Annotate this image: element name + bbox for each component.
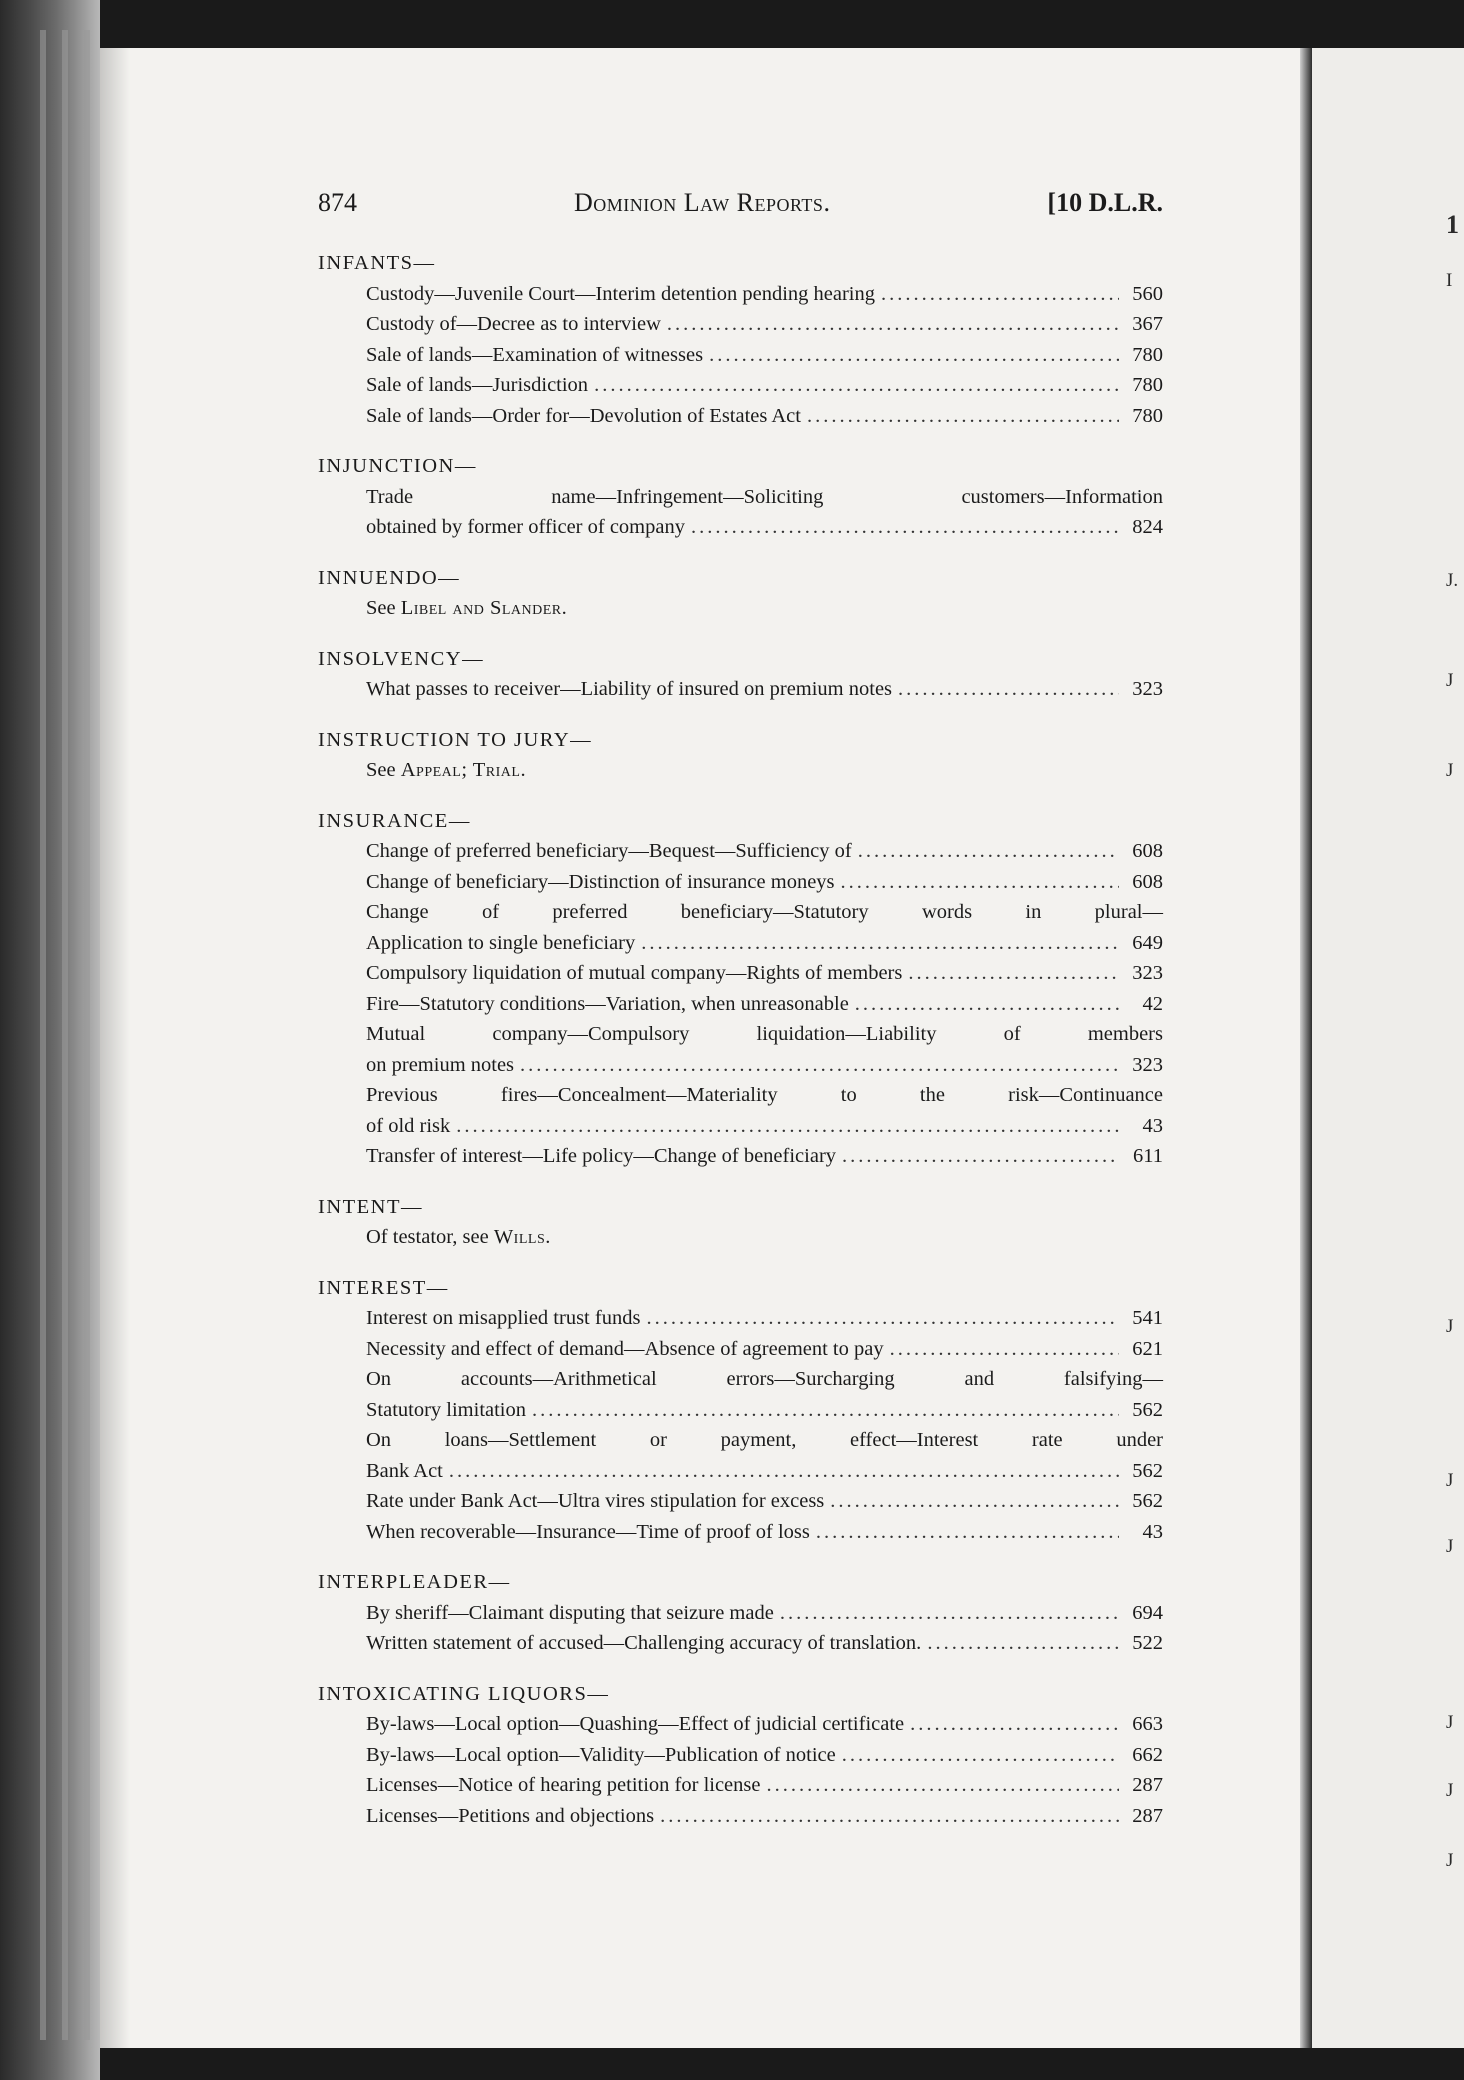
cross-reference (318, 593, 1163, 624)
cross-reference (318, 1222, 1163, 1253)
entry-text: Written statement of accused—Challenging accuracy of translation. (366, 1632, 922, 1654)
book-binding (0, 0, 100, 2080)
entry-page-number: 694 (1132, 1601, 1163, 1624)
entry-page-number: 42 (1142, 992, 1163, 1015)
entry-page-number: 43 (1142, 1520, 1163, 1543)
index-entry (318, 1740, 1163, 1771)
index-entry (318, 867, 1163, 898)
index-section (318, 1273, 1163, 1548)
dot-leader (641, 928, 1119, 959)
entry-page-number: 824 (1132, 516, 1163, 538)
entry-first-line: Trade name—Infringement—Soliciting customers—Information (366, 485, 1163, 508)
section-heading: INSURANCE— (318, 809, 471, 832)
facing-page-fragment: J (1446, 1780, 1454, 1801)
facing-page-fragment: I (1446, 270, 1453, 291)
index-entry (318, 1486, 1163, 1517)
entry-text: on premium notes (366, 1053, 515, 1076)
see-prefix: See (366, 759, 401, 781)
dot-leader (520, 1050, 1119, 1081)
index-entry (318, 958, 1163, 989)
entry-text: Custody—Juvenile Court—Interim detention pending hearing (366, 282, 875, 305)
page-shadow (100, 48, 130, 2048)
section-heading: INFANTS— (318, 252, 436, 274)
facing-page-fragment: J (1446, 670, 1454, 691)
entry-page-number: 611 (1133, 1145, 1163, 1167)
index-entry (318, 836, 1163, 867)
facing-page-fragment: J (1446, 1316, 1454, 1337)
entry-page-number: 562 (1132, 1398, 1163, 1421)
entry-page-number: 608 (1132, 840, 1163, 862)
entry-text: By sheriff—Claimant disputing that seizure made (366, 1601, 774, 1624)
entry-first-line: Change of preferred beneficiary—Statutory words in plural— (366, 901, 1163, 923)
index-entry (318, 401, 1163, 432)
index-entry (318, 279, 1163, 310)
dot-leader (667, 309, 1119, 340)
running-head (318, 188, 1163, 228)
index-page-content (318, 188, 1163, 1851)
dot-leader (532, 1395, 1119, 1426)
entry-page-number: 621 (1132, 1337, 1163, 1360)
section-heading: INTERPLEADER— (318, 1571, 511, 1593)
index-entry (318, 1709, 1163, 1740)
index-entry (318, 1395, 1163, 1426)
facing-page-fragment: J (1446, 1850, 1454, 1871)
entry-page-number: 560 (1132, 282, 1163, 305)
entry-page-number: 323 (1132, 962, 1163, 984)
entry-text: Licenses—Notice of hearing petition for license (366, 1774, 761, 1796)
index-section (318, 248, 1163, 431)
entry-page-number: 522 (1132, 1632, 1163, 1654)
section-heading: INJUNCTION— (318, 455, 477, 477)
entry-text: Sale of lands—Examination of witnesses (366, 343, 704, 366)
section-heading: INTENT— (318, 1195, 424, 1218)
entry-first-line: On loans—Settlement or payment, effect—Interest rate under (366, 1429, 1163, 1451)
entry-page-number: 780 (1132, 343, 1163, 366)
entry-page-number: 562 (1132, 1459, 1163, 1482)
entry-page-number: 541 (1132, 1307, 1163, 1329)
index-entry (318, 1141, 1163, 1172)
entry-page-number: 780 (1132, 374, 1163, 396)
page-number: 874 (318, 188, 357, 217)
index-entry (318, 1111, 1163, 1142)
entry-text: What passes to receiver—Liability of insured on premium notes (366, 678, 893, 700)
dot-leader (767, 1770, 1120, 1801)
page-gutter (1300, 48, 1312, 2048)
index-entry (318, 340, 1163, 371)
entry-text: When recoverable—Insurance—Time of proof of loss (366, 1520, 810, 1543)
facing-page-fragment: J (1446, 760, 1454, 781)
section-heading: INNUENDO— (318, 566, 461, 589)
see-reference: Libel and Slander. (400, 597, 568, 619)
dot-leader (910, 1709, 1119, 1740)
index-section (318, 1192, 1163, 1253)
entry-text: Licenses—Petitions and objections (366, 1804, 655, 1827)
facing-page-edge (1312, 48, 1464, 2048)
dot-leader (830, 1486, 1119, 1517)
entry-page-number: 662 (1132, 1743, 1163, 1766)
entry-text: By-laws—Local option—Validity—Publication of notice (366, 1743, 836, 1766)
entry-page-number: 562 (1132, 1490, 1163, 1512)
dot-leader (780, 1598, 1119, 1629)
see-prefix: See (366, 597, 401, 619)
dot-leader (841, 867, 1119, 898)
dot-leader (691, 512, 1119, 543)
dot-leader (842, 1141, 1119, 1172)
section-heading: INSOLVENCY— (318, 647, 485, 670)
index-section (318, 725, 1163, 786)
index-entry (318, 1050, 1163, 1081)
dot-leader (646, 1303, 1119, 1334)
binding-stripe (84, 30, 90, 2040)
facing-page-fragment: J (1446, 1536, 1454, 1557)
index-entry (318, 928, 1163, 959)
dot-leader (908, 958, 1119, 989)
entry-text: Compulsory liquidation of mutual company—Rights of members (366, 962, 903, 984)
facing-page-fragment: J (1446, 1712, 1454, 1733)
publication-title: Dominion Law Reports. (573, 188, 831, 217)
index-section (318, 644, 1163, 705)
dot-leader (660, 1801, 1119, 1832)
entry-first-line: Previous fires—Concealment—Materiality to the risk—Continuance (366, 1084, 1163, 1106)
entry-text: Fire—Statutory conditions—Variation, when unreasonable (366, 992, 849, 1015)
facing-page-fragment: J. (1446, 570, 1459, 591)
section-heading: INSTRUCTION TO JURY— (318, 728, 593, 751)
index-sections (318, 248, 1163, 1831)
index-entry (318, 1303, 1163, 1334)
index-section (318, 1567, 1163, 1659)
dot-leader (807, 401, 1119, 432)
index-entry (318, 674, 1163, 705)
entry-page-number: 608 (1132, 870, 1163, 893)
binding-stripe (40, 30, 46, 2040)
dot-leader (456, 1111, 1119, 1142)
entry-first-line: Mutual company—Compulsory liquidation—Liability of members (366, 1023, 1163, 1045)
index-entry (318, 512, 1163, 543)
dot-leader (594, 370, 1119, 401)
entry-page-number: 287 (1132, 1774, 1163, 1796)
see-prefix: Of testator, see (366, 1226, 494, 1248)
entry-page-number: 780 (1132, 404, 1163, 427)
section-heading: INTOXICATING LIQUORS— (318, 1682, 610, 1705)
index-section (318, 563, 1163, 624)
index-section (318, 451, 1163, 543)
dot-leader (881, 279, 1119, 310)
entry-text: Rate under Bank Act—Ultra vires stipulation for excess (366, 1490, 825, 1512)
index-entry (318, 1801, 1163, 1832)
dot-leader (927, 1628, 1119, 1659)
entry-text: By-laws—Local option—Quashing—Effect of judicial certificate (366, 1713, 905, 1735)
entry-text: Application to single beneficiary (366, 931, 636, 954)
index-section (318, 1679, 1163, 1832)
entry-text: Bank Act (366, 1459, 443, 1482)
volume-reference: [10 D.L.R. (1047, 188, 1163, 217)
entry-text: Statutory limitation (366, 1398, 527, 1421)
see-reference: Appeal; Trial. (400, 759, 527, 781)
entry-text: Sale of lands—Order for—Devolution of Estates Act (366, 404, 801, 427)
binding-stripe (62, 30, 68, 2040)
entry-page-number: 367 (1132, 313, 1163, 335)
index-entry (318, 1334, 1163, 1365)
dot-leader (816, 1517, 1119, 1548)
index-entry (318, 1598, 1163, 1629)
entry-page-number: 323 (1132, 678, 1163, 700)
dot-leader (709, 340, 1119, 371)
dot-leader (858, 836, 1119, 867)
facing-page-fragment: 1 (1446, 210, 1459, 239)
section-heading: INTEREST— (318, 1276, 449, 1299)
index-section (318, 806, 1163, 1172)
index-entry (318, 1770, 1163, 1801)
entry-page-number: 649 (1132, 931, 1163, 954)
index-entry (318, 1517, 1163, 1548)
index-entry (318, 370, 1163, 401)
entry-page-number: 287 (1132, 1804, 1163, 1827)
dot-leader (890, 1334, 1119, 1365)
entry-text: obtained by former officer of company (366, 516, 685, 538)
entry-text: Necessity and effect of demand—Absence of agreement to pay (366, 1337, 884, 1360)
index-entry (318, 1628, 1163, 1659)
entry-page-number: 323 (1132, 1053, 1163, 1076)
cross-reference (318, 755, 1163, 786)
index-entry (318, 309, 1163, 340)
entry-text: Sale of lands—Jurisdiction (366, 374, 589, 396)
dot-leader (898, 674, 1119, 705)
dot-leader (449, 1456, 1119, 1487)
entry-text: Interest on misapplied trust funds (366, 1307, 641, 1329)
entry-text: of old risk (366, 1114, 451, 1137)
see-reference: Wills. (493, 1226, 551, 1248)
index-entry (318, 1456, 1163, 1487)
facing-page-fragment: J (1446, 1470, 1454, 1491)
entry-page-number: 43 (1142, 1114, 1163, 1137)
dot-leader (842, 1740, 1119, 1771)
index-entry (318, 989, 1163, 1020)
entry-text: Change of beneficiary—Distinction of insurance moneys (366, 870, 835, 893)
entry-text: Transfer of interest—Life policy—Change of beneficiary (366, 1145, 837, 1167)
entry-text: Custody of—Decree as to interview (366, 313, 661, 335)
dot-leader (855, 989, 1119, 1020)
entry-first-line: On accounts—Arithmetical errors—Surcharging and falsifying— (366, 1368, 1163, 1390)
entry-page-number: 663 (1132, 1713, 1163, 1735)
entry-text: Change of preferred beneficiary—Bequest—Sufficiency of (366, 840, 852, 862)
